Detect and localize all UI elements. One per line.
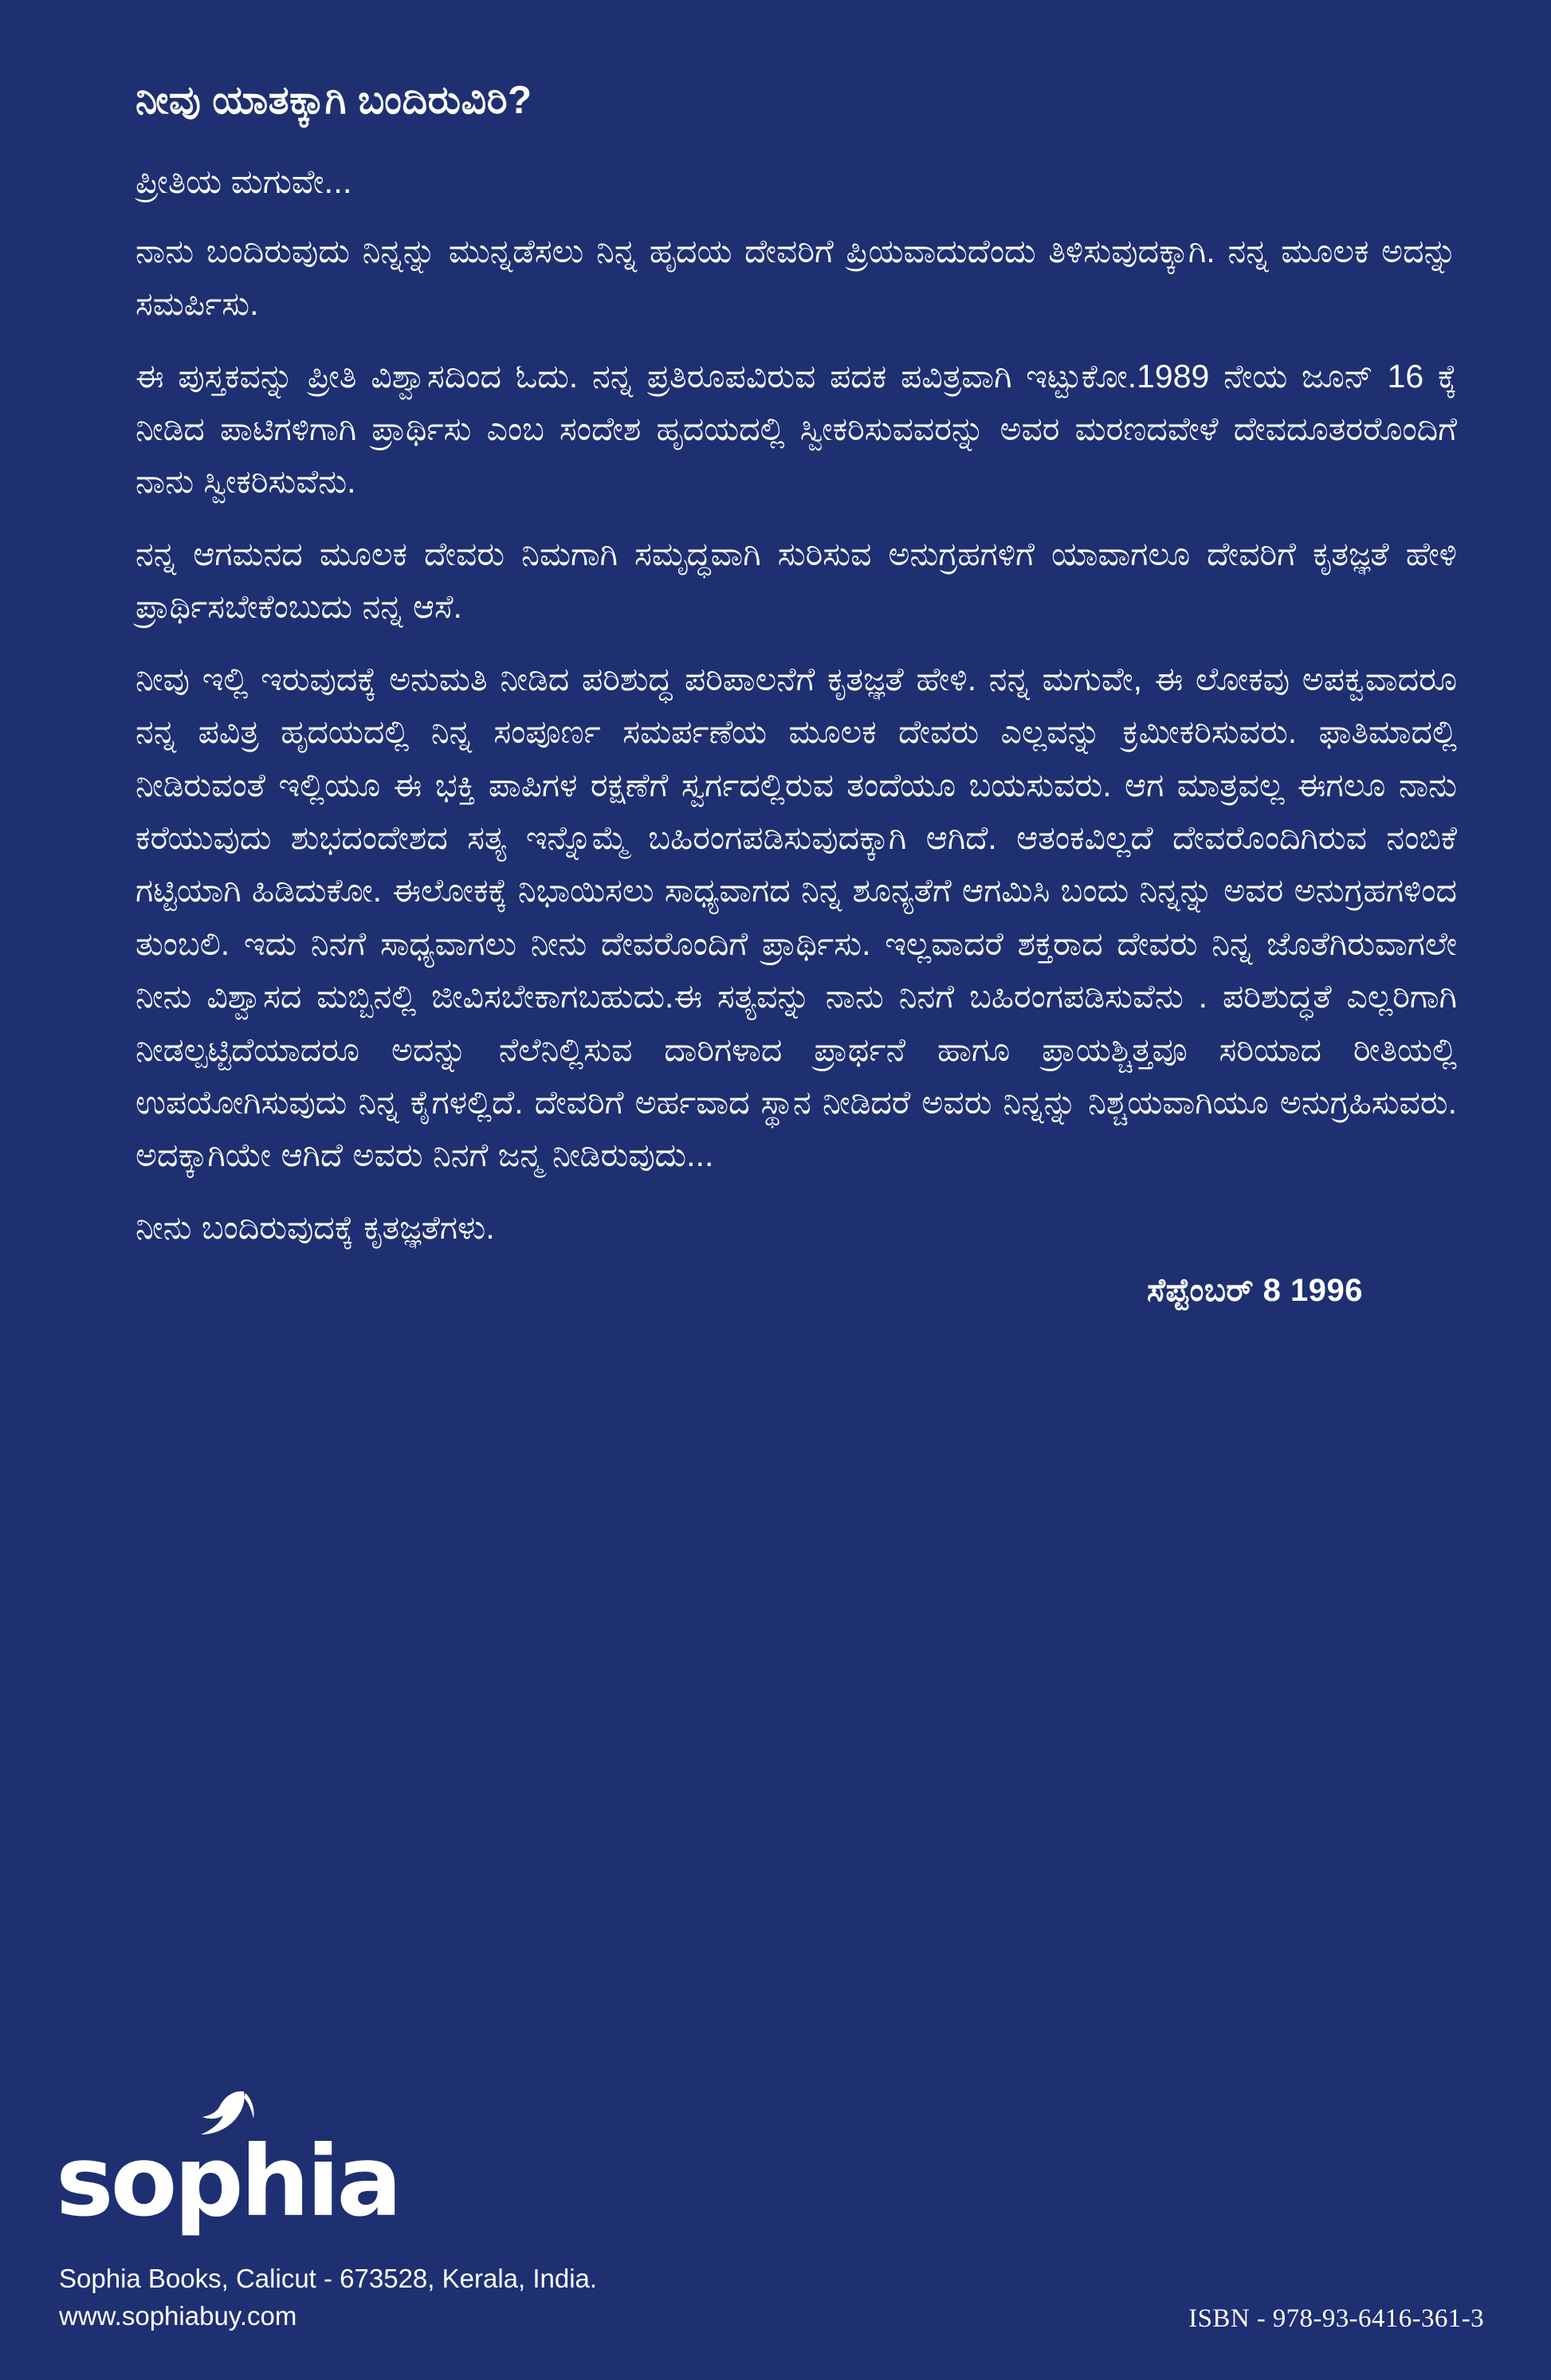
logo-wordmark: sophia: [56, 2125, 399, 2239]
footer: [56, 2088, 1495, 2335]
footer-bottom: [56, 2260, 1495, 2335]
salutation: ಪ್ರೀತಿಯ ಮಗುವೇ...: [135, 163, 352, 201]
publisher-address: Sophia Books, Calicut - 673528, Kerala, India.: [59, 2264, 598, 2294]
isbn: ISBN - 978-93-6416-361-3: [1188, 2304, 1484, 2333]
paragraph-5: ನೀನು ಬಂದಿರುವುದಕ್ಕೆ ಕೃತಜ್ಞತೆಗಳು.: [135, 1208, 495, 1246]
date-line: ಸೆಪ್ಟೆಂಬರ್ 8 1996: [1147, 1273, 1363, 1309]
publisher-address-block: [59, 2260, 597, 2335]
paragraph-1: ನಾನು ಬಂದಿರುವುದು ನಿನ್ನನ್ನು ಮುನ್ನಡೆಸಲು ನಿನ್ನ ಹೃದಯ ದೇವರಿಗೆ ಪ್ರಿಯವಾದುದೆಂದು ತಿಳಿಸುವುದಕ್ಕಾಗಿ. ನನ್ನ ಮೂಲಕ ಅದನ್ನು ಸಮರ್ಪಿಸು.: [135, 232, 1457, 323]
paragraph-3: ನನ್ನ ಆಗಮನದ ಮೂಲಕ ದೇವರು ನಿಮಗಾಗಿ ಸಮೃದ್ಧವಾಗಿ ಸುರಿಸುವ ಅನುಗ್ರಹಗಳಿಗೆ ಯಾವಾಗಲೂ ದೇವರಿಗೆ ಕೃತಜ್ಞತೆ ಹೇಳಿ ಪ್ರಾರ್ಥಿಸಬೇಕೆಂಬುದು ನನ್ನ ಆಸೆ.: [135, 535, 1457, 626]
publisher-website[interactable]: www.sophiabuy.com: [59, 2301, 297, 2331]
page-title: ನೀವು ಯಾತಕ್ಕಾಗಿ ಬಂದಿರುವಿರಿ?: [135, 79, 532, 122]
publisher-logo: [56, 2088, 1495, 2256]
paragraph-4: ನೀವು ಇಲ್ಲಿ ಇರುವುದಕ್ಕೆ ಅನುಮತಿ ನೀಡಿದ ಪರಿಶುದ್ಧ ಪರಿಪಾಲನೆಗೆ ಕೃತಜ್ಞತೆ ಹೇಳಿ. ನನ್ನ ಮಗುವೇ, ಈ ಲೋಕವು ಅಪಕ್ವವಾದರೂ ನನ್ನ ಪವಿತ್ರ ಹೃದಯದಲ್ಲಿ ನಿನ್ನ ಸಂಪೂರ್ಣ ಸಮರ್ಪಣೆಯ ಮೂಲಕ ದೇವರು ಎಲ್ಲವನ್ನು ಕ್ರಮೀಕರಿಸುವರು. ಫಾತಿಮಾದಲ್ಲಿ ನೀಡಿರುವಂತೆ ಇಲ್ಲಿಯೂ ಈ ಭಕ್ತಿ ಪಾಪಿಗಳ ರಕ್ಷಣೆಗೆ ಸ್ವರ್ಗದಲ್ಲಿರುವ ತಂದೆಯೂ ಬಯಸುವರು. ಆಗ ಮಾತ್ರವಲ್ಲ ಈಗಲೂ ನಾನು ಕರೆಯುವುದು ಶುಭದಂದೇಶದ ಸತ್ಯ ಇನ್ನೊಮ್ಮೆ ಬಹಿರಂಗಪಡಿಸುವುದಕ್ಕಾಗಿ ಆಗಿದೆ. ಆತಂಕವಿಲ್ಲದೆ ದೇವರೊಂದಿಗಿರುವ ನಂಬಿಕೆ ಗಟ್ಟಿಯಾಗಿ ಹಿಡಿದುಕೋ. ಈಲೋಕಕ್ಕೆ ನಿಭಾಯಿಸಲು ಸಾಧ್ಯವಾಗದ ನಿನ್ನ ಶೂನ್ಯತೆಗೆ ಆಗಮಿಸಿ ಬಂದು ನಿನ್ನನ್ನು ಅವರ ಅನುಗ್ರಹಗಳಿಂದ ತುಂಬಲಿ. ಇದು ನಿನಗೆ ಸಾಧ್ಯವಾಗಲು ನೀನು ದೇವರೊಂದಿಗೆ ಪ್ರಾರ್ಥಿಸು. ಇಲ್ಲವಾದರೆ ಶಕ್ತರಾದ ದೇವರು ನಿನ್ನ ಜೊತೆಗಿರುವಾಗಲೇ ನೀನು ವಿಶ್ವಾಸದ ಮಬ್ಬಿನಲ್ಲಿ ಜೀವಿಸಬೇಕಾಗಬಹುದು.ಈ ಸತ್ಯವನ್ನು ನಾನು ನಿನಗೆ ಬಹಿರಂಗಪಡಿಸುವೆನು . ಪರಿಶುದ್ಧತೆ ಎಲ್ಲರಿಗಾಗಿ ನೀಡಲ್ಪಟ್ಟಿದೆಯಾದರೂ ಅದನ್ನು ನೆಲೆನಿಲ್ಲಿಸುವ ದಾರಿಗಳಾದ ಪ್ರಾರ್ಥನೆ ಹಾಗೂ ಪ್ರಾಯಶ್ಚಿತ್ತವೂ ಸರಿಯಾದ ರೀತಿಯಲ್ಲಿ ಉಪಯೋಗಿಸುವುದು ನಿನ್ನ ಕೈಗಳಲ್ಲಿದೆ. ದೇವರಿಗೆ ಅರ್ಹವಾದ ಸ್ಥಾನ ನೀಡಿದರೆ ಅವರು ನಿನ್ನನ್ನು ನಿಶ್ಚಯವಾಗಿಯೂ ಅನುಗ್ರಹಿಸುವರು. ಅದಕ್ಕಾಗಿಯೇ ಆಗಿದೆ ಅವರು ನಿನಗೆ ಜನ್ಮ ನೀಡಿರುವುದು...: [135, 660, 1457, 1174]
paragraph-2: ಈ ಪುಸ್ತಕವನ್ನು ಪ್ರೀತಿ ವಿಶ್ವಾಸದಿಂದ ಓದು. ನನ್ನ ಪ್ರತಿರೂಪವಿರುವ ಪದಕ ಪವಿತ್ರವಾಗಿ ಇಟ್ಟುಕೋ.1989 ನೇಯ ಜೂನ್ 16 ಕ್ಕೆ ನೀಡಿದ ಪಾಟಿಗಳಿಗಾಗಿ ಪ್ರಾರ್ಥಿಸು ಎಂಬ ಸಂದೇಶ ಹೃದಯದಲ್ಲಿ ಸ್ವೀಕರಿಸುವವರನ್ನು ಅವರ ಮರಣದವೇಳೆ ದೇವದೂತರರೊಂದಿಗೆ ನಾನು ಸ್ವೀಕರಿಸುವೆನು.: [135, 357, 1457, 501]
